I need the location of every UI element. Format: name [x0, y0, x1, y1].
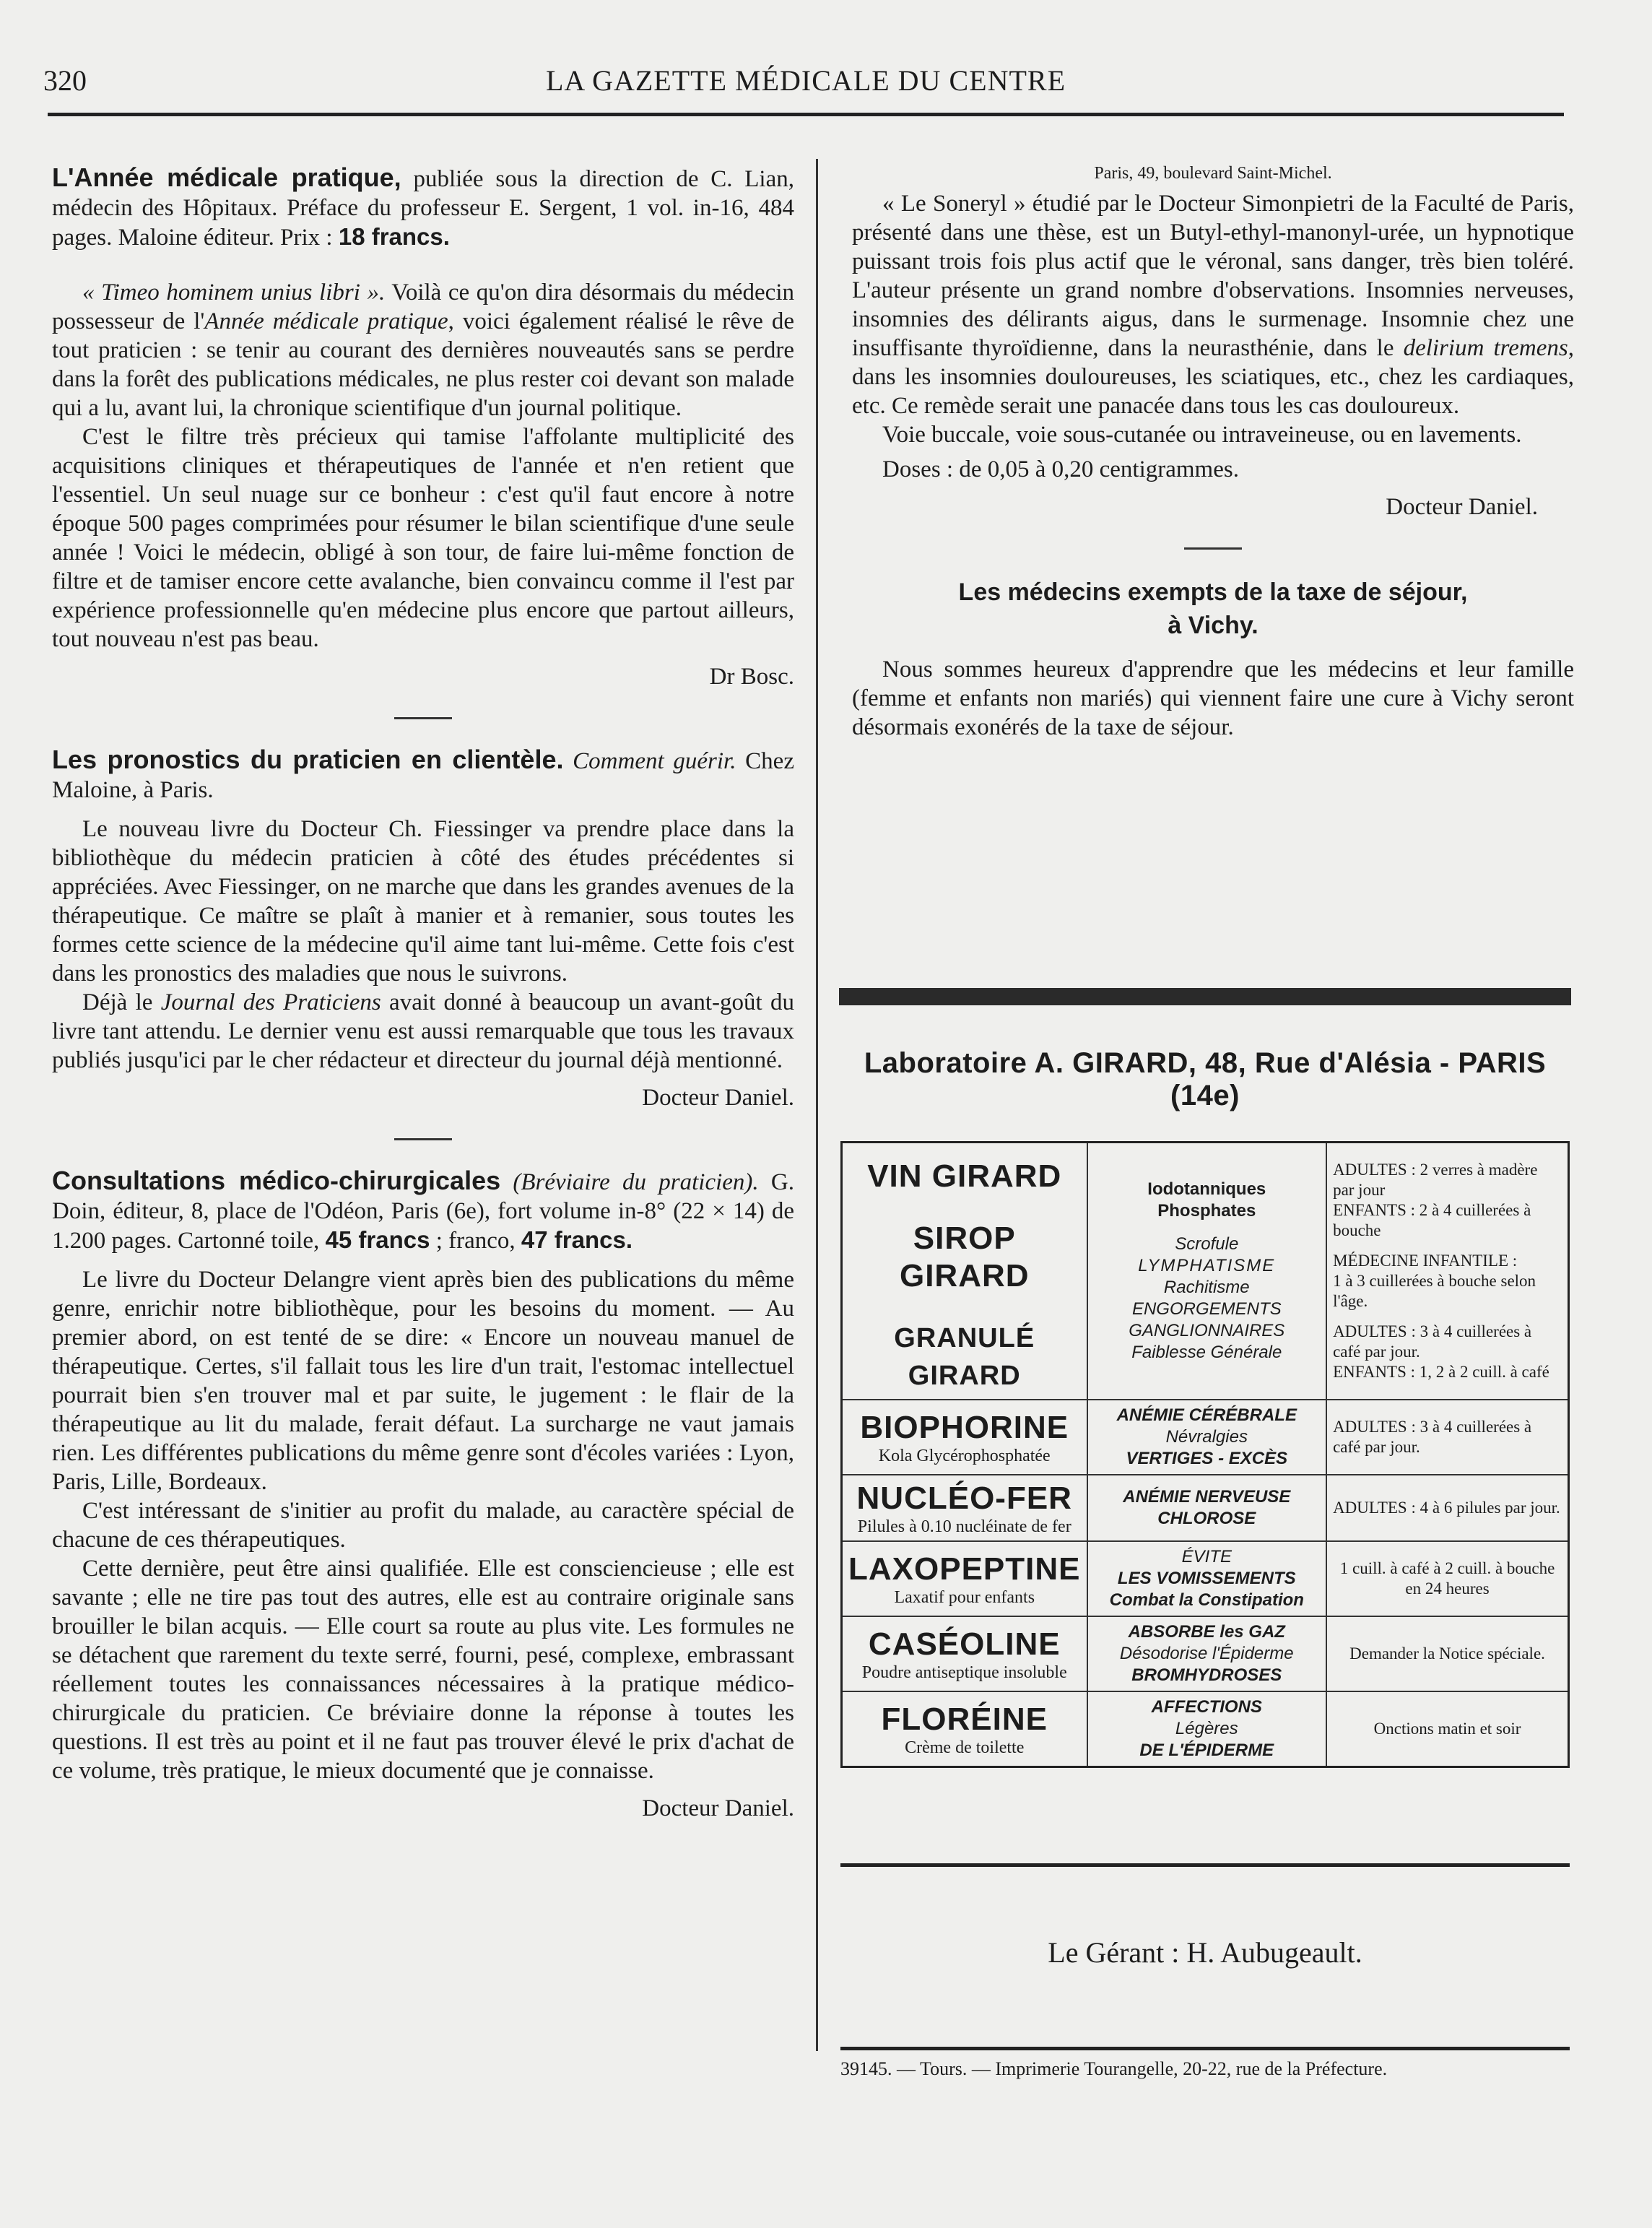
dosage-cell: Demander la Notice spéciale.: [1326, 1616, 1568, 1691]
text: avait donné à beaucoup un avant-goût du livre tant attendu. Le dernier venu est aussi remarquable que tous les travaux publiés jusqu'ici par le cher rédacteur et directeur du journal déjà mentionné.: [52, 989, 794, 1073]
product-description: Pilules à 0.10 nucléinate de fer: [857, 1517, 1071, 1536]
subtitle: (Bréviaire du praticien).: [500, 1169, 759, 1195]
paragraph: Doses : de 0,05 à 0,20 centigrammes.: [882, 456, 1239, 482]
title-line: à Vichy.: [1168, 612, 1258, 639]
dosage: MÉDECINE INFANTILE :: [1333, 1252, 1518, 1270]
product-name: CASÉOLINE: [868, 1626, 1061, 1662]
managing-editor-line: Le Gérant : H. Aubugeault.: [1048, 1936, 1362, 1969]
indication: GANGLIONNAIRES: [1129, 1321, 1285, 1340]
product-name: SIROP GIRARD: [899, 1221, 1030, 1293]
product-name: LAXOPEPTINE: [848, 1551, 1081, 1587]
product-advertisement-table: [840, 1141, 1570, 1768]
indication: Rachitisme: [1163, 1278, 1250, 1297]
review-consultations-ref: [52, 1166, 794, 1255]
indication: AFFECTIONS: [1151, 1697, 1262, 1717]
dosage: ADULTES : 3 à 4 cuillerées à café par jour.: [1333, 1322, 1532, 1361]
indication: Faiblesse Générale: [1131, 1343, 1282, 1362]
signature: Docteur Daniel.: [1386, 494, 1538, 520]
indication-cell: [1087, 1143, 1327, 1400]
text: , dans les insomnies douloureuses, les sciatiques, etc., chez les cardiaques, etc. Ce remède serait une panacée dans tous les cas douloureux.: [852, 335, 1574, 419]
review-reference: publiée sous la direction de C. Lian, médecin des Hôpitaux. Préface du professeur E. Sergent, 1 vol. in-16, 484 pages. Maloine éditeur. Prix :: [52, 166, 794, 251]
page-number: 320: [43, 64, 87, 97]
product-description: Poudre antiseptique insoluble: [861, 1663, 1067, 1682]
table-row: [842, 1400, 1569, 1475]
right-column: [852, 163, 1574, 742]
product-name: NUCLÉO-FER: [856, 1481, 1072, 1516]
indication: LES VOMISSEMENTS: [1117, 1569, 1296, 1588]
table-row: [842, 1541, 1569, 1616]
dosage-cell: ADULTES : 3 à 4 cuillerées à café par jour.: [1326, 1400, 1568, 1475]
indication: VERTIGES - EXCÈS: [1126, 1449, 1288, 1468]
dosage: ADULTES : 2 verres à madère par jour: [1333, 1161, 1538, 1199]
address: Paris, 49, boulevard Saint-Michel.: [1094, 164, 1332, 183]
indication: ANÉMIE CÉRÉBRALE: [1116, 1405, 1297, 1425]
separator: [394, 1138, 452, 1140]
product-name: GRANULÉ GIRARD: [894, 1323, 1035, 1391]
paragraph: C'est intéressant de s'initier au profit du malade, au caractère spécial de chacune de ces thérapeutiques.: [52, 1498, 794, 1553]
price: 47 francs.: [521, 1226, 632, 1253]
indication-cell: [1087, 1616, 1327, 1691]
review-title: Consultations médico-chirurgicales: [52, 1166, 501, 1195]
indication: ANÉMIE NERVEUSE: [1123, 1487, 1291, 1507]
paragraph: Le livre du Docteur Delangre vient après bien des publications du même genre, enrichir notre bibliothèque, pour les besoins du moment. — Au premier abord, on est tenté de se dire: « Encore un nouveau manuel de thérapeutique. Certes, s'il fallait tous les lire d'un trait, l'estomac intellectuel pourrait bien s'en trouver mal et par suite, le jugement : le flair de la thérapeutique au lit du malade, ferait défaut. La surcharge ne vaut jamais rien. Les différentes publications du même genre sont d'écoles variées : Lyon, Paris, Lille, Bordeaux.: [52, 1267, 794, 1495]
table-row: [842, 1475, 1569, 1541]
product-name: VIN GIRARD: [867, 1158, 1062, 1194]
page-header: [43, 64, 1568, 107]
product-description: Laxatif pour enfants: [894, 1588, 1035, 1607]
advertisement-bottom-rule: [840, 1863, 1570, 1867]
indication: Désodorise l'Épiderme: [1119, 1644, 1294, 1663]
separator: [1184, 547, 1242, 550]
advertisement-headline: Laboratoire A. GIRARD, 48, Rue d'Alésia - PARIS (14e): [864, 1047, 1547, 1111]
product-name: FLORÉINE: [881, 1702, 1048, 1737]
text: Voilà ce qu'on dira désormais du médecin possesseur de l': [52, 279, 794, 334]
review-reference: Chez Maloine, à Paris.: [52, 748, 794, 803]
paragraph: Le nouveau livre du Docteur Ch. Fiessinger va prendre place dans la bibliothèque du médecin praticien à côté des études précédentes si appréciées. Avec Fiessinger, on ne marche que dans les grandes avenues de la thérapeutique. Ce maître se plaît à manier et à remanier, sous toutes les formes cette science de la médecine qu'il aime tant lui-même. Cette fois c'est dans les pronostics des maladies que nous le suivrons.: [52, 816, 794, 987]
book-title: Année médicale pratique: [204, 308, 448, 334]
indication-cell: [1087, 1541, 1327, 1616]
product-description: Kola Glycérophosphatée: [878, 1447, 1051, 1465]
price: 45 francs: [325, 1226, 430, 1253]
dosage-cell: ADULTES : 4 à 6 pilules par jour.: [1326, 1475, 1568, 1541]
dosage-cell: Onctions matin et soir: [1326, 1691, 1568, 1767]
indication: Phosphates: [1157, 1201, 1256, 1221]
paragraph: Nous sommes heureux d'apprendre que les médecins et leur famille (femme et enfants non mariés) qui viennent faire une cure à Vichy seront désormais exonérés de la taxe de séjour.: [852, 656, 1574, 740]
news-title: [852, 576, 1574, 642]
indication-cell: [1087, 1691, 1327, 1767]
indication: Iodotanniques: [1147, 1179, 1266, 1199]
product-cell: [842, 1541, 1087, 1616]
indication: Scrofule: [1175, 1234, 1239, 1254]
paragraph: [52, 988, 794, 1075]
review-reference: G. Doin, éditeur, 8, place de l'Odéon, Paris (6e), fort volume in-8° (22 × 14) de 1.200 pages. Cartonné toile,: [52, 1169, 795, 1254]
separator: [394, 717, 452, 719]
dosage: ENFANTS : 1, 2 à 2 cuill. à café: [1333, 1363, 1549, 1381]
paragraph: [52, 278, 794, 422]
review-title: Les pronostics du praticien en clientèle.: [52, 745, 564, 774]
quote: « Timeo hominem unius libri ».: [82, 279, 386, 305]
table-row: [842, 1143, 1569, 1400]
review-price: 18 francs.: [338, 223, 450, 250]
indication: Légères: [1175, 1719, 1238, 1738]
subtitle: Comment guérir.: [563, 748, 736, 774]
indication: ÉVITE: [1181, 1547, 1232, 1566]
review-title: L'Année médicale pratique,: [52, 162, 401, 192]
dosage: ENFANTS : 2 à 4 cuillerées à bouche: [1333, 1201, 1531, 1239]
indication: ENGORGEMENTS: [1131, 1299, 1282, 1319]
journal-title: LA GAZETTE MÉDICALE DU CENTRE: [545, 64, 1066, 97]
signature: Docteur Daniel.: [642, 1085, 794, 1111]
left-column: [52, 163, 794, 1823]
product-cell: [842, 1143, 1087, 1400]
advertisement-top-bar: [839, 988, 1571, 1005]
indication: LYMPHATISME: [1138, 1256, 1276, 1275]
signature: Dr Bosc.: [709, 664, 794, 690]
paragraph: Cette dernière, peut être ainsi qualifiée. Elle est consciencieuse ; elle est savante ; elle ne tire pas tout des autres, elle est au contraire originale sans brouiller le bilan acquis. — Elle court sa route au plus vite. Les formules ne se détachent que rarement du texte serré, fourni, pesé, complexe, embrassant réellement toutes les connaissances nécessaires à la pratique médico-chirurgicale du praticien. Ce bréviaire donne la réponse à toutes les questions. Il est très au point et il ne faut pas trouver élevé le prix d'achat de ce volume, très pratique, le mieux documenté que je connaisse.: [52, 1556, 794, 1784]
product-cell: [842, 1475, 1087, 1541]
title-line: Les médecins exempts de la taxe de séjour,: [958, 578, 1468, 606]
signature: Docteur Daniel.: [642, 1795, 794, 1821]
column-divider: [816, 159, 818, 2051]
product-cell: [842, 1691, 1087, 1767]
dosage-cell: 1 cuill. à café à 2 cuill. à bouche en 24 heures: [1326, 1541, 1568, 1616]
indication: Névralgies: [1165, 1427, 1248, 1447]
paragraph: C'est le filtre très précieux qui tamise l'affolante multiplicité des acquisitions cliniques et thérapeutiques de l'année et n'en retient que l'essentiel. Un seul nuage sur ce bonheur : c'est qu'il faut encore à notre époque 500 pages comprimées pour résumer le bilan scientifique d'une seule année ! Voici le médecin, obligé à son tour, de faire lui-même fonction de filtre et de tamiser encore cette avalanche, bien convaincu comme il l'est par expérience professionnelle qu'en médecine plus encore que partout ailleurs, tout nouveau n'est pas beau.: [52, 424, 794, 652]
table-row: [842, 1691, 1569, 1767]
imprint-rule: [840, 2047, 1570, 2050]
header-rule: [48, 113, 1564, 116]
indication: ABSORBE les GAZ: [1128, 1622, 1285, 1642]
indication-cell: [1087, 1475, 1327, 1541]
product-cell: [842, 1616, 1087, 1691]
review-pronostics-ref: [52, 745, 794, 805]
dosage: 1 à 3 cuillerées à bouche selon l'âge.: [1333, 1272, 1536, 1310]
indication: BROMHYDROSES: [1131, 1665, 1282, 1685]
product-cell: [842, 1400, 1087, 1475]
indication-cell: [1087, 1400, 1327, 1475]
review-annee-medicale-ref: [52, 163, 794, 252]
indication: CHLOROSE: [1157, 1509, 1256, 1528]
paragraph: Voie buccale, voie sous-cutanée ou intraveineuse, ou en lavements.: [882, 422, 1522, 448]
indication: DE L'ÉPIDERME: [1139, 1741, 1274, 1760]
printer-imprint: 39145. — Tours. — Imprimerie Tourangelle, 20-22, rue de la Préfecture.: [840, 2058, 1388, 2079]
text: , voici également réalisé le rêve de tout praticien : se tenir au courant des dernières nouveautés sans se perdre dans la forêt des publications médicales, ne plus rester coi devant son malade qui a lu, avant lui, la chronique scientifique d'un journal politique.: [52, 308, 795, 421]
product-description: Crème de toilette: [905, 1738, 1025, 1757]
product-name: BIOPHORINE: [860, 1410, 1069, 1445]
journal-name: Journal des Praticiens: [160, 989, 381, 1015]
table-row: [842, 1616, 1569, 1691]
text: Déjà le: [82, 989, 161, 1015]
text: ; franco,: [430, 1228, 521, 1254]
indication: Combat la Constipation: [1109, 1590, 1304, 1610]
text: « Le Soneryl » étudié par le Docteur Simonpietri de la Faculté de Paris, présenté dans une thèse, est un Butyl-ethyl-manonyl-urée, un hypnotique puissant trois fois plus actif que le véronal, sans danger, très bien toléré. L'auteur présente un grand nombre d'observations. Insomnies nerveuses, insomnies des délirants aigus, dans le surmenage. Insomnie chez une insuffisante thyroïdienne, dans la neurasthénie, dans le: [852, 191, 1574, 361]
term: delirium tremens: [1403, 335, 1568, 361]
paragraph: [852, 189, 1574, 420]
dosage-cell: [1326, 1143, 1568, 1400]
